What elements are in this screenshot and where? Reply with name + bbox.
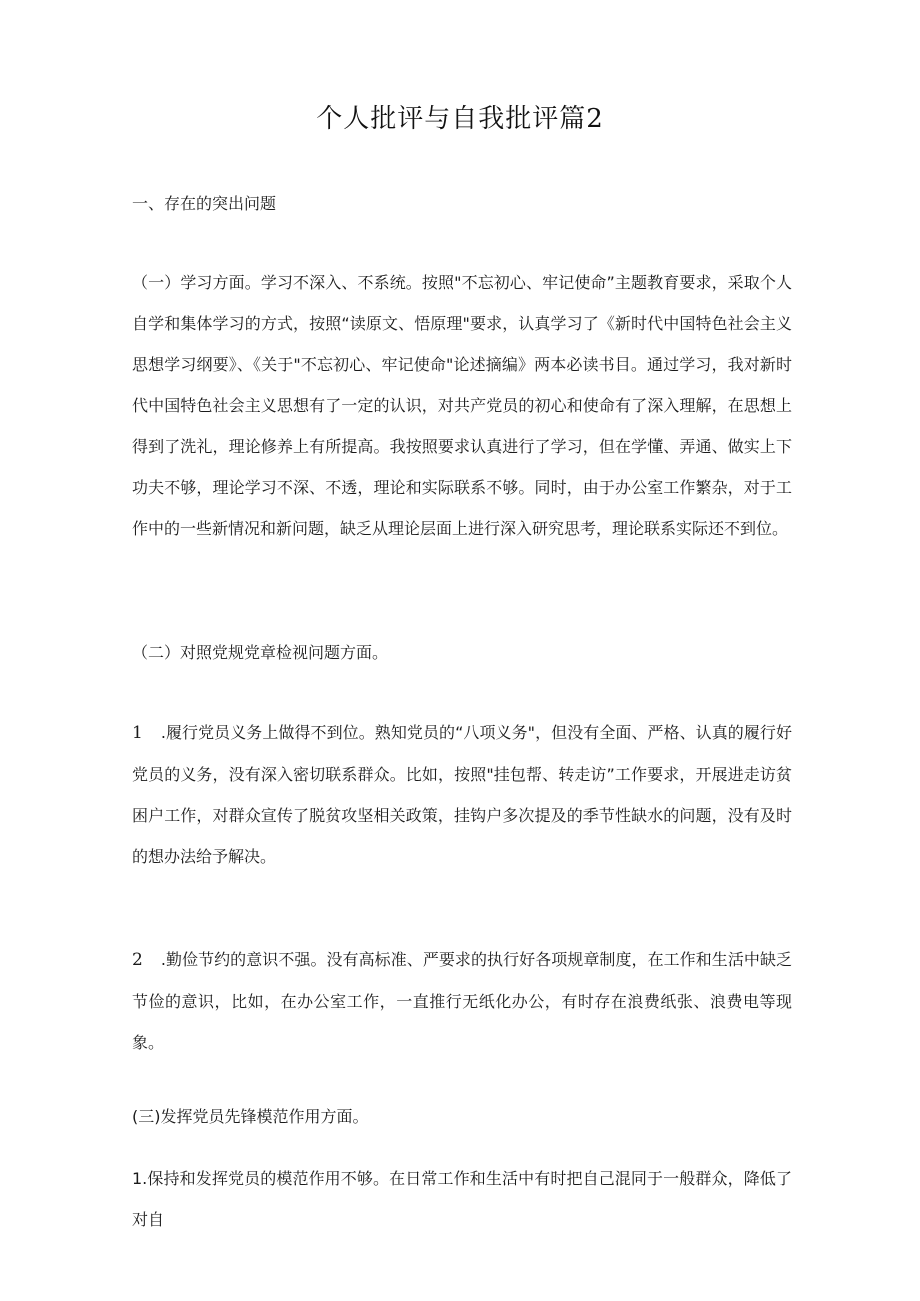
list-item-duties xyxy=(132,712,792,877)
list-item-number: 1 xyxy=(132,723,143,743)
subsection-heading-party-rules: （二）对照党规党章检视问题方面。 xyxy=(132,643,389,662)
list-item-role-model: 1.保持和发挥党员的模范作用不够。在日常工作和生活中有时把自己混同于一般群众，降低了对自 xyxy=(132,1169,792,1229)
paragraph-study: （一）学习方面。学习不深入、不系统。按照"不忘初心、牢记使命”主题教育要求，采取个人自学和集体学习的方式，按照“读原文、悟原理"要求，认真学习了《新时代中国特色社会主义思想学习纲要》、《关于"不忘初心、牢记使命"论述摘编》两本必读书目。通过学习，我对新时代中国特色社会主义思想有了一定的认识，对共产党员的初心和使命有了深入理解，在思想上得到了洗礼，理论修养上有所提高。我按照要求认真进行了学习，但在学懂、弄通、做实上下功夫不够，理论学习不深、不透，理论和实际联系不够。同时，由于办公室工作繁杂，对于工作中的一些新情况和新问题，缺乏从理论层面上进行深入研究思考，理论联系实际还不到位。 xyxy=(132,273,792,538)
document-title: 个人批评与自我批评篇2 xyxy=(316,104,604,134)
list-item-number: 2 xyxy=(132,950,143,970)
list-item-thrift xyxy=(132,939,792,1063)
subsection-heading-vanguard: (三)发挥党员先锋模范作用方面。 xyxy=(132,1107,369,1126)
section-heading: 一、存在的突出问题 xyxy=(132,194,277,213)
list-item-text: .勤俭节约的意识不强。没有高标准、严要求的执行好各项规章制度，在工作和生活中缺乏节俭的意识，比如，在办公室工作，一直推行无纸化办公，有时存在浪费纸张、浪费电等现象。 xyxy=(132,950,792,1052)
list-item-text: .履行党员义务上做得不到位。熟知党员的“八项义务"，但没有全面、严格、认真的履行好党员的义务，没有深入密切联系群众。比如，按照"挂包帮、转走访”工作要求，开展进走访贫困户工作，对群众宣传了脱贫攻坚相关政策，挂钩户多次提及的季节性缺水的问题，没有及时的想办法给予解决。 xyxy=(132,723,792,866)
